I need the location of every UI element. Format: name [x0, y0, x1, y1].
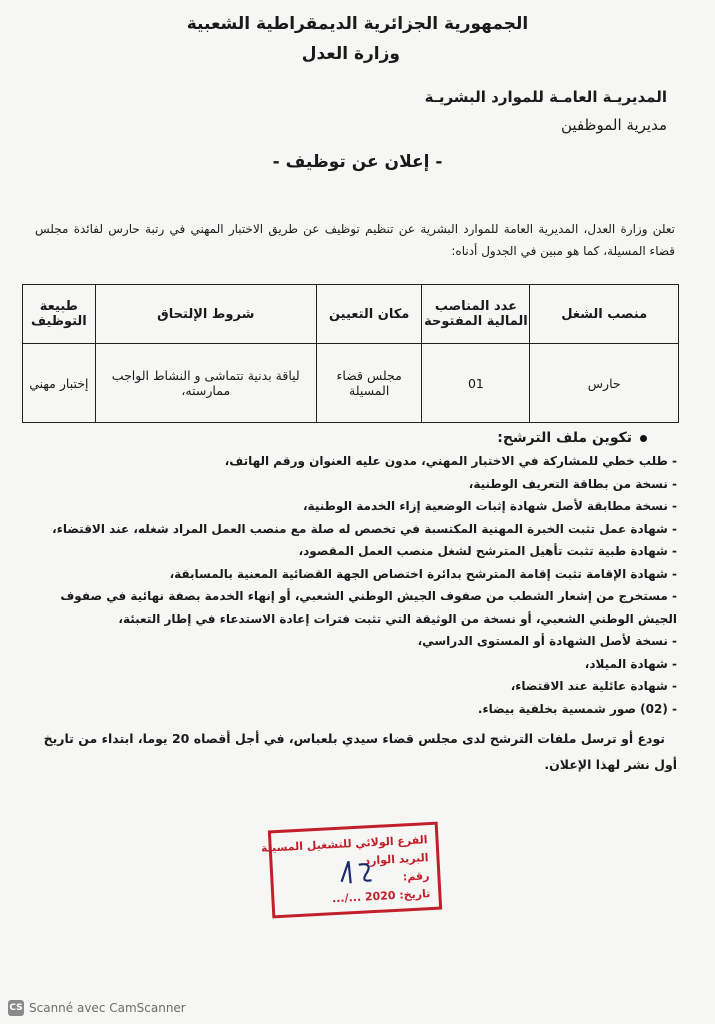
- recruitment-table: [22, 284, 679, 423]
- list-item: - طلب خطي للمشاركة في الاختبار المهني، مدون عليه العنوان ورقم الهاتف،: [224, 454, 677, 468]
- header-type: طبيعة التوظيف: [23, 285, 96, 344]
- list-item: - شهادة عائلية عند الاقتضاء،: [510, 679, 677, 693]
- header-count: عدد المناصب المالية المفتوحة: [422, 285, 530, 344]
- list-item: - شهادة عمل تثبت الخبرة المهنية المكتسبة في تخصص له صلة مع منصب العمل المراد شغله، عند الاقتضاء،: [52, 521, 677, 536]
- stamp-line-2: البريد الوارد: [364, 851, 429, 868]
- header-conditions: شروط الإلتحاق: [95, 285, 316, 344]
- cell-post: حارس: [530, 344, 679, 423]
- dossier-heading: [27, 430, 647, 446]
- list-item: - شهادة طبية تثبت تأهيل المترشح لشغل منصب العمل المقصود،: [298, 544, 677, 558]
- table-header-row: [23, 285, 679, 344]
- bullet-icon: [640, 435, 647, 442]
- stamp-line-1: الفرع الولائي للتشغيل المسيلة: [260, 833, 428, 855]
- header-directorate-general: المديريـة العامـة للموارد البشريـة: [424, 88, 667, 106]
- closing-paragraph: تودع أو ترسل ملفات الترشح لدى مجلس قضاء سيدي بلعباس، في أجل أقصاه 20 يوما، ابتداء من تاريخ أول نشر لهذا الإعلان.: [43, 731, 677, 772]
- scanner-footer: [8, 1000, 186, 1016]
- list-item: - نسخة من بطاقة التعريف الوطنية،: [468, 476, 677, 491]
- list-item: - مستخرج من إشعار الشطب من صفوف الجيش الوطني الشعبي، أو إنهاء الخدمة بصفة نهائية في صفوف الجيش الوطني الشعبي، أو نسخة من الوثيقة التي تثبت فترات إعادة الاستدعاء في إطار التعبئة،: [60, 589, 677, 626]
- table-row: [23, 344, 679, 423]
- header-ministry: وزارة العدل: [301, 44, 400, 64]
- cell-type: إختبار مهني: [23, 344, 96, 423]
- stamp-number-label: رقم:: [402, 869, 430, 884]
- requirements-list: [27, 450, 677, 720]
- header-place: مكان التعيين: [316, 285, 422, 344]
- list-item: - شهادة الإقامة تثبت إقامة المترشح بدائرة اختصاص الجهة القضائية المعنية بالمسابقة،: [169, 566, 677, 581]
- list-item: - شهادة الميلاد،: [584, 656, 677, 671]
- handwritten-number-signature: [336, 856, 382, 888]
- list-item: - نسخة لأصل الشهادة أو المستوى الدراسي،: [417, 634, 677, 648]
- list-item: - نسخة مطابقة لأصل شهادة إثبات الوضعية إزاء الخدمة الوطنية،: [302, 499, 677, 513]
- camscanner-logo-icon: CS: [8, 1000, 24, 1016]
- intro-paragraph: تعلن وزارة العدل، المديرية العامة للموارد البشرية عن تنظيم توظيف عن طريق الاختبار المهني في رتبة حارس لفائدة مجلس قضاء المسيلة، كما هو مبين في الجدول أدناه:: [35, 222, 675, 258]
- received-stamp: [260, 822, 442, 919]
- list-item: - (02) صور شمسية بخلفية بيضاء.: [477, 701, 677, 716]
- header-post: منصب الشغل: [530, 285, 679, 344]
- cell-place: مجلس قضاء المسيلة: [316, 344, 422, 423]
- scanner-label: Scanné avec CamScanner: [29, 1001, 186, 1015]
- header-directorate: مديرية الموظفين: [561, 116, 667, 134]
- announcement-title: - إعلان عن توظيف -: [272, 152, 443, 172]
- header-republic: الجمهورية الجزائرية الديمقراطية الشعبية: [186, 14, 529, 34]
- cell-conditions: لياقة بدنية تتماشى و النشاط الواجب ممارسته،: [95, 344, 316, 423]
- stamp-date-value: 2020 .../...: [331, 888, 396, 906]
- dossier-heading-text: تكوين ملف الترشح:: [497, 430, 632, 446]
- cell-count: 01: [422, 344, 530, 423]
- application-dossier: [27, 430, 677, 778]
- stamp-date-label: تاريخ:: [398, 887, 431, 902]
